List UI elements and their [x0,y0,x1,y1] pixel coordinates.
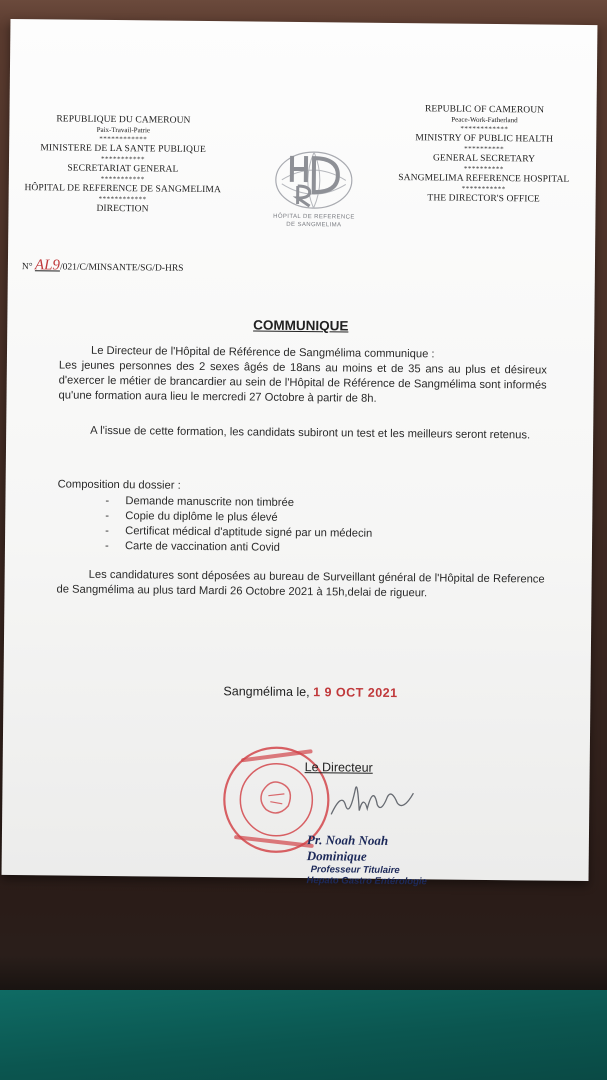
header-right-hospital: SANGMELIMA REFERENCE HOSPITAL [398,173,570,185]
dossier-heading: Composition du dossier : [57,478,181,492]
logo-caption-1: HÔPITAL DE REFERENCE [273,213,355,221]
list-item: - Demande manuscrite non timbrée [105,494,372,512]
header-left-stars-1: ************ [99,134,148,144]
list-item: - Certificat médical d'aptitude signé par un médecin [105,524,372,542]
header-right-stars-3: ********** [463,164,504,174]
header-right-stars-2: ********** [464,144,505,154]
header-left-ministry: MINISTERE DE LA SANTE PUBLIQUE [40,143,206,156]
hospital-logo [261,142,367,235]
header-left-secretariat: SECRETARIAT GENERAL [67,163,179,175]
header-left-hospital: HÔPITAL DE REFERENCE DE SANGMELIMA [24,183,222,196]
paragraph-test: A l'issue de cette formation, les candidats subiront un test et les meilleurs seront retenus. [90,424,531,442]
list-item: - Carte de vaccination anti Covid [105,539,372,557]
signatory-block [306,832,437,887]
header-right-ministry: MINISTRY OF PUBLIC HEALTH [415,133,554,145]
logo-caption-2: DE SANGMELIMA [286,221,342,229]
signature-icon [327,774,438,825]
paragraph-intro [58,343,547,408]
header-left [22,113,223,216]
header-right-office: THE DIRECTOR'S OFFICE [427,193,540,205]
hospital-logo-icon [261,142,367,235]
place-label: Sangmélima le, [223,684,310,700]
reference-prefix: N° [21,262,33,273]
signatory-title-1: Professeur Titulaire [310,864,400,877]
document-page [2,19,598,888]
header-left-stars-4: ************ [98,194,147,204]
header-right-stars-4: *********** [461,184,506,194]
reference-suffix: /021/C/MINSANTE/SG/D-HRS [59,262,184,274]
header-left-stars-3: *********** [100,174,145,184]
teal-cloth [0,990,607,1080]
paragraph-intro-first-line: Le Directeur de l'Hôpital de Référence de Sangmélima communique : [90,344,435,361]
reference-handwritten-number: AL9 [34,257,61,274]
header-right-country: REPUBLIC OF CAMEROUN [424,104,545,116]
header-right-motto: Peace-Work-Fatherland [451,115,518,125]
signatory-name: Pr. Noah Noah Dominique [306,832,389,864]
director-title: Le Directeur [304,760,373,775]
table-shadow [0,955,607,995]
header-right [389,103,580,206]
dossier-list [105,494,373,557]
header-left-direction: DIRECTION [96,203,149,215]
paragraph-deadline: Les candidatures sont déposées au bureau de Surveillant général de l'Hôpital de Reference de Sangmélima au plus tard Mardi 26 Octobre 2021 à 15h,delai de rigueur. [56,568,545,600]
header-left-country: REPUBLIQUE DU CAMEROUN [56,114,191,126]
header-right-secretary: GENERAL SECRETARY [432,153,536,165]
paragraph-intro-body: Les jeunes personnes des 2 sexes âgés de 18ans au moins et de 35 ans au plus et désireux d'exercer le métier de brancardier au sein de l'Hôpital de Référence de Sangmélima sont informés qu'une formation aura lieu le mercredi 27 Octobre à partir de 8h. [58,359,547,405]
date-line [223,684,397,700]
list-item: - Copie du diplôme le plus élevé [105,509,372,527]
signature [327,774,438,825]
communique-title: COMMUNIQUE [253,317,349,334]
header-left-stars-2: *********** [100,154,146,164]
reference-number [22,257,184,276]
date-stamp: 1 9 OCT 2021 [313,685,398,701]
header-left-motto: Paix-Travail-Patrie [96,125,151,135]
header-right-stars-1: ************ [460,124,509,134]
signatory-title-2: Hepato Gastro Entérologie [306,875,427,888]
